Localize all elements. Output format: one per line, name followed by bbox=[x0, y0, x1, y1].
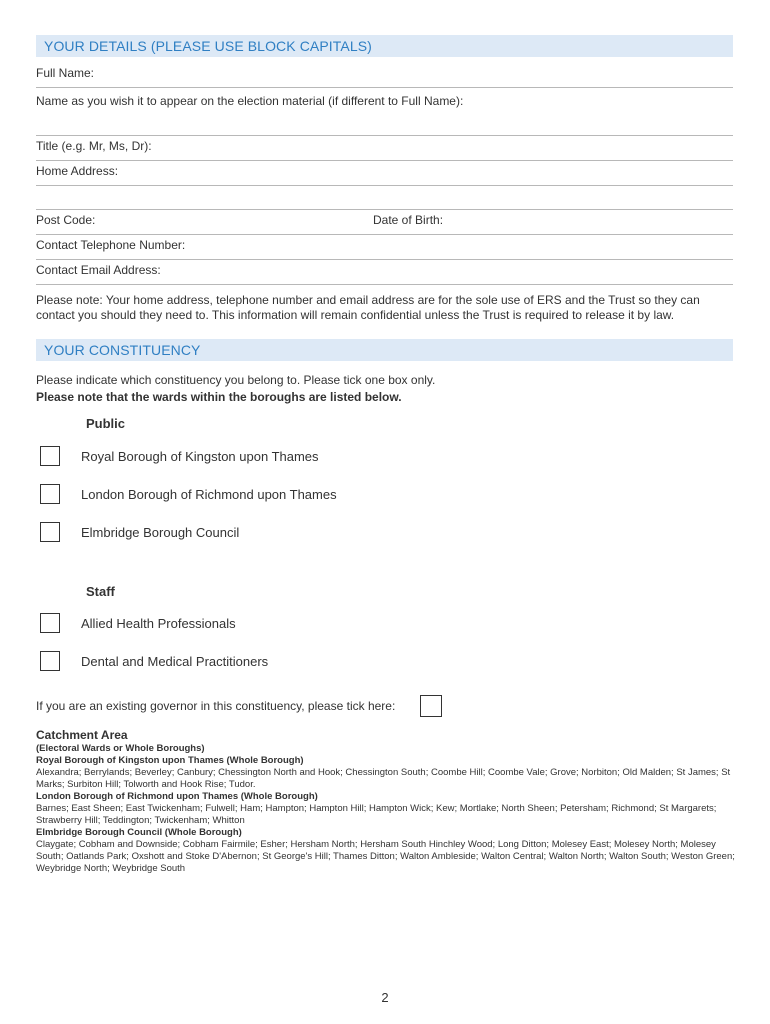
telephone-field[interactable] bbox=[36, 235, 733, 260]
your-details-heading: YOUR DETAILS (PLEASE USE BLOCK CAPITALS) bbox=[36, 35, 733, 57]
constituency-instruction: Please indicate which constituency you belong to. Please tick one box only. bbox=[36, 373, 436, 387]
kingston-checkbox[interactable] bbox=[40, 446, 60, 466]
home-address-label: Home Address: bbox=[36, 164, 119, 178]
email-field[interactable] bbox=[36, 260, 733, 285]
elmbridge-wards: Claygate; Cobham and Downside; Cobham Fairmile; Esher; Hersham North; Hersham South Hinchley Wood; Long Ditton; Molesey East; Molesey North; Molesey South; Oatlands Park; Oxshott and Stoke D'Abernon; St George's Hill; Thames Ditton; Walton Ambleside; Walton Central; Walton North; Walton South; Weston Green; Weybridge North; Weybridge South bbox=[36, 839, 735, 874]
kingston-label: Royal Borough of Kingston upon Thames bbox=[81, 449, 319, 464]
home-address-line-2[interactable] bbox=[36, 186, 733, 210]
your-constituency-heading: YOUR CONSTITUENCY bbox=[36, 339, 733, 361]
allied-health-label: Allied Health Professionals bbox=[81, 616, 236, 631]
date-of-birth-label: Date of Birth: bbox=[373, 213, 444, 227]
richmond-checkbox[interactable] bbox=[40, 484, 60, 504]
kingston-title: Royal Borough of Kingston upon Thames (Whole Borough) bbox=[36, 755, 304, 766]
elmbridge-title: Elmbridge Borough Council (Whole Borough) bbox=[36, 827, 242, 838]
home-address-field[interactable] bbox=[36, 161, 733, 186]
title-field[interactable] bbox=[36, 136, 733, 161]
telephone-label: Contact Telephone Number: bbox=[36, 238, 186, 252]
richmond-wards: Barnes; East Sheen; East Twickenham; Fulwell; Ham; Hampton; Hampton Hill; Hampton Wick; Kew; Mortlake; North Sheen; Petersham; Richmond; St Margarets; Strawberry Hill; Teddington; Twickenham; Whitton bbox=[36, 803, 717, 826]
catchment-subtitle: (Electoral Wards or Whole Boroughs) bbox=[36, 743, 205, 754]
richmond-label: London Borough of Richmond upon Thames bbox=[81, 487, 337, 502]
election-name-label: Name as you wish it to appear on the election material (if different to Full Name): bbox=[36, 94, 464, 108]
post-code-label: Post Code: bbox=[36, 213, 96, 227]
post-code-dob-field[interactable] bbox=[36, 210, 733, 235]
page-number: 2 bbox=[381, 990, 389, 1005]
kingston-wards: Alexandra; Berrylands; Beverley; Canbury; Chessington North and Hook; Chessington South; Coombe Hill; Coombe Vale; Grove; Norbiton; Old Malden; St James; St Marks; Surbiton Hill; Tolworth and Hook Rise; Tudor. bbox=[36, 767, 731, 790]
allied-health-checkbox[interactable] bbox=[40, 613, 60, 633]
staff-label: Staff bbox=[86, 584, 115, 599]
elmbridge-checkbox[interactable] bbox=[40, 522, 60, 542]
full-name-label: Full Name: bbox=[36, 66, 95, 80]
title-label: Title (e.g. Mr, Ms, Dr): bbox=[36, 139, 152, 153]
privacy-note: Please note: Your home address, telephone number and email address are for the sole use of ERS and the Trust so they can contact you should they need to. This information will remain confidential unless the Trust is required to release it by law. bbox=[36, 293, 700, 322]
catchment-title: Catchment Area bbox=[36, 728, 128, 742]
dental-medical-label: Dental and Medical Practitioners bbox=[81, 654, 269, 669]
full-name-field[interactable] bbox=[36, 60, 733, 88]
constituency-instruction-bold: Please note that the wards within the boroughs are listed below. bbox=[36, 390, 402, 404]
public-label: Public bbox=[86, 416, 126, 431]
governor-prompt: If you are an existing governor in this constituency, please tick here: bbox=[36, 699, 396, 713]
elmbridge-label: Elmbridge Borough Council bbox=[81, 525, 240, 540]
election-name-field[interactable] bbox=[36, 88, 733, 136]
catchment-area bbox=[36, 728, 736, 875]
dental-medical-checkbox[interactable] bbox=[40, 651, 60, 671]
existing-governor-checkbox[interactable] bbox=[420, 695, 442, 717]
richmond-title: London Borough of Richmond upon Thames (Whole Borough) bbox=[36, 791, 318, 802]
email-label: Contact Email Address: bbox=[36, 263, 161, 277]
